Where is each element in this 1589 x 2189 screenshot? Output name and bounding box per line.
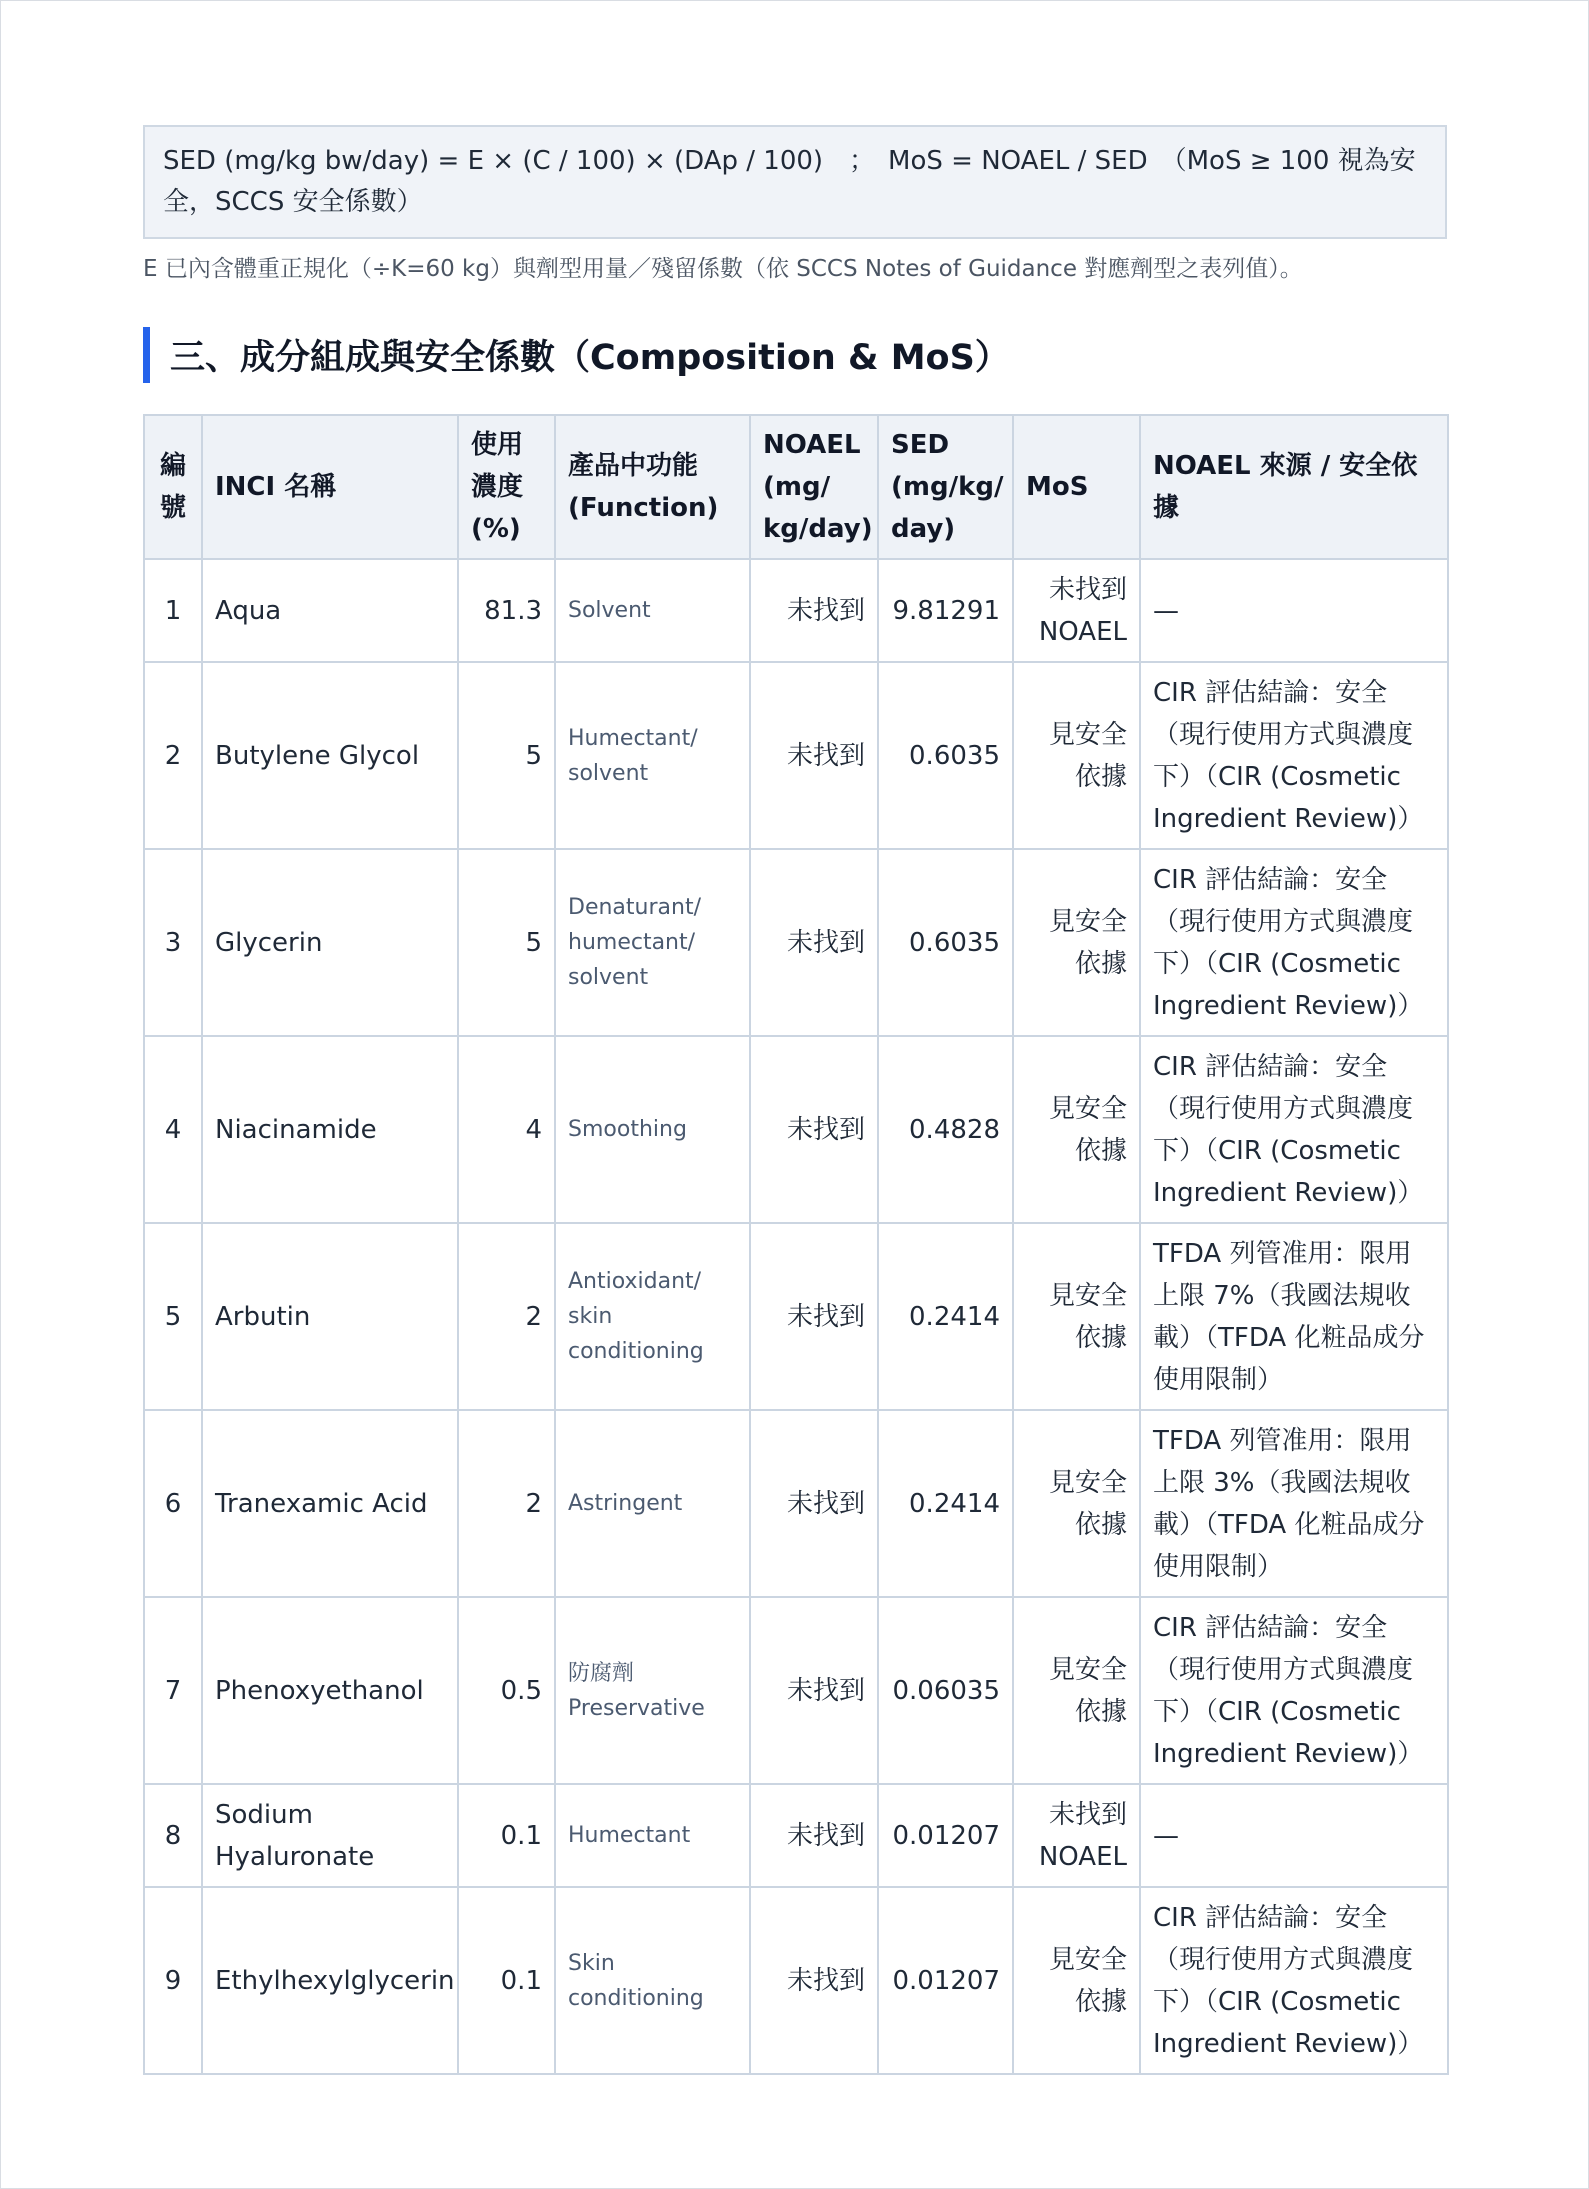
header-no: 編號 [144,415,202,559]
cell-no: 4 [144,1036,202,1223]
cell-sed: 0.6035 [878,662,1013,849]
cell-concentration: 81.3 [458,559,555,662]
table-header-row [144,415,1448,559]
cell-source: — [1140,559,1448,662]
section-title [143,327,1010,383]
cell-inci: Glycerin [202,849,458,1036]
cell-mos: 未找到 NOAEL [1013,559,1140,662]
cell-function: Antioxidant/ skin conditioning [555,1223,750,1410]
cell-source: TFDA 列管准用：限用上限 7%（我國法規收載）（TFDA 化粧品成分使用限制） [1140,1223,1448,1410]
cell-sed: 9.81291 [878,559,1013,662]
cell-function: Humectant [555,1784,750,1887]
cell-function: Solvent [555,559,750,662]
table-row [144,1223,1448,1410]
cell-mos: 見安全依據 [1013,1223,1140,1410]
cell-mos: 見安全依據 [1013,1410,1140,1597]
section-title-text: 三、成分組成與安全係數（Composition & MoS） [170,338,1010,378]
cell-function: Smoothing [555,1036,750,1223]
table-row [144,849,1448,1036]
cell-noael: 未找到 [750,1036,878,1223]
table-row [144,1784,1448,1887]
cell-concentration: 4 [458,1036,555,1223]
cell-noael: 未找到 [750,1410,878,1597]
formula-text: SED (mg/kg bw/day) = E × (C / 100) × (DAp / 100) ； MoS = NOAEL / SED （MoS ≥ 100 視為安全，SCCS 安全係數） [163,146,1416,217]
cell-function: Denaturant/ humectant/ solvent [555,849,750,1036]
table-row [144,1887,1448,2074]
cell-no: 8 [144,1784,202,1887]
cell-source: CIR 評估結論：安全（現行使用方式與濃度下）（CIR (Cosmetic Ingredient Review)） [1140,1036,1448,1223]
cell-source: CIR 評估結論：安全（現行使用方式與濃度下）（CIR (Cosmetic Ingredient Review)） [1140,1597,1448,1784]
cell-sed: 0.2414 [878,1223,1013,1410]
cell-function: Astringent [555,1410,750,1597]
header-concentration: 使用濃度 (%) [458,415,555,559]
cell-no: 1 [144,559,202,662]
cell-mos: 見安全依據 [1013,1887,1140,2074]
header-function: 產品中功能 (Function) [555,415,750,559]
cell-noael: 未找到 [750,662,878,849]
cell-source: — [1140,1784,1448,1887]
exposure-note: E 已內含體重正規化（÷K=60 kg）與劑型用量／殘留係數（依 SCCS Notes of Guidance 對應劑型之表列值）。 [143,256,1303,282]
cell-mos: 未找到 NOAEL [1013,1784,1140,1887]
cell-mos: 見安全依據 [1013,1036,1140,1223]
cell-mos: 見安全依據 [1013,662,1140,849]
cell-inci: Aqua [202,559,458,662]
cell-sed: 0.01207 [878,1784,1013,1887]
cell-source: CIR 評估結論：安全（現行使用方式與濃度下）（CIR (Cosmetic Ingredient Review)） [1140,662,1448,849]
cell-inci: Tranexamic Acid [202,1410,458,1597]
cell-noael: 未找到 [750,849,878,1036]
cell-mos: 見安全依據 [1013,1597,1140,1784]
cell-concentration: 0.5 [458,1597,555,1784]
table-row [144,1597,1448,1784]
cell-noael: 未找到 [750,1887,878,2074]
cell-inci: Phenoxyethanol [202,1597,458,1784]
cell-concentration: 5 [458,849,555,1036]
header-inci: INCI 名稱 [202,415,458,559]
cell-source: TFDA 列管准用：限用上限 3%（我國法規收載）（TFDA 化粧品成分使用限制） [1140,1410,1448,1597]
cell-no: 2 [144,662,202,849]
header-source: NOAEL 來源 / 安全依據 [1140,415,1448,559]
cell-function: Humectant/ solvent [555,662,750,849]
cell-noael: 未找到 [750,559,878,662]
cell-sed: 0.4828 [878,1036,1013,1223]
sed-mos-formula-box [143,125,1447,239]
cell-sed: 0.2414 [878,1410,1013,1597]
header-noael: NOAEL (mg/ kg/day) [750,415,878,559]
header-mos: MoS [1013,415,1140,559]
cell-inci: Butylene Glycol [202,662,458,849]
table-row [144,559,1448,662]
header-sed: SED (mg/kg/ day) [878,415,1013,559]
table-row [144,1036,1448,1223]
cell-concentration: 0.1 [458,1784,555,1887]
cell-no: 5 [144,1223,202,1410]
cell-sed: 0.01207 [878,1887,1013,2074]
cell-source: CIR 評估結論：安全（現行使用方式與濃度下）（CIR (Cosmetic Ingredient Review)） [1140,1887,1448,2074]
cell-concentration: 2 [458,1223,555,1410]
cell-no: 6 [144,1410,202,1597]
cell-concentration: 0.1 [458,1887,555,2074]
cell-noael: 未找到 [750,1223,878,1410]
cell-no: 3 [144,849,202,1036]
cell-inci: Arbutin [202,1223,458,1410]
cell-mos: 見安全依據 [1013,849,1140,1036]
composition-table [143,414,1449,2075]
table-row [144,1410,1448,1597]
cell-concentration: 2 [458,1410,555,1597]
cell-no: 7 [144,1597,202,1784]
cell-function: 防腐劑 Preservative [555,1597,750,1784]
cell-noael: 未找到 [750,1784,878,1887]
cell-noael: 未找到 [750,1597,878,1784]
cell-no: 9 [144,1887,202,2074]
cell-inci: Ethylhexylglycerin [202,1887,458,2074]
cell-sed: 0.06035 [878,1597,1013,1784]
cell-inci: Sodium Hyaluronate [202,1784,458,1887]
cell-source: CIR 評估結論：安全（現行使用方式與濃度下）（CIR (Cosmetic Ingredient Review)） [1140,849,1448,1036]
table-row [144,662,1448,849]
cell-sed: 0.6035 [878,849,1013,1036]
cell-function: Skin conditioning [555,1887,750,2074]
cell-concentration: 5 [458,662,555,849]
cell-inci: Niacinamide [202,1036,458,1223]
